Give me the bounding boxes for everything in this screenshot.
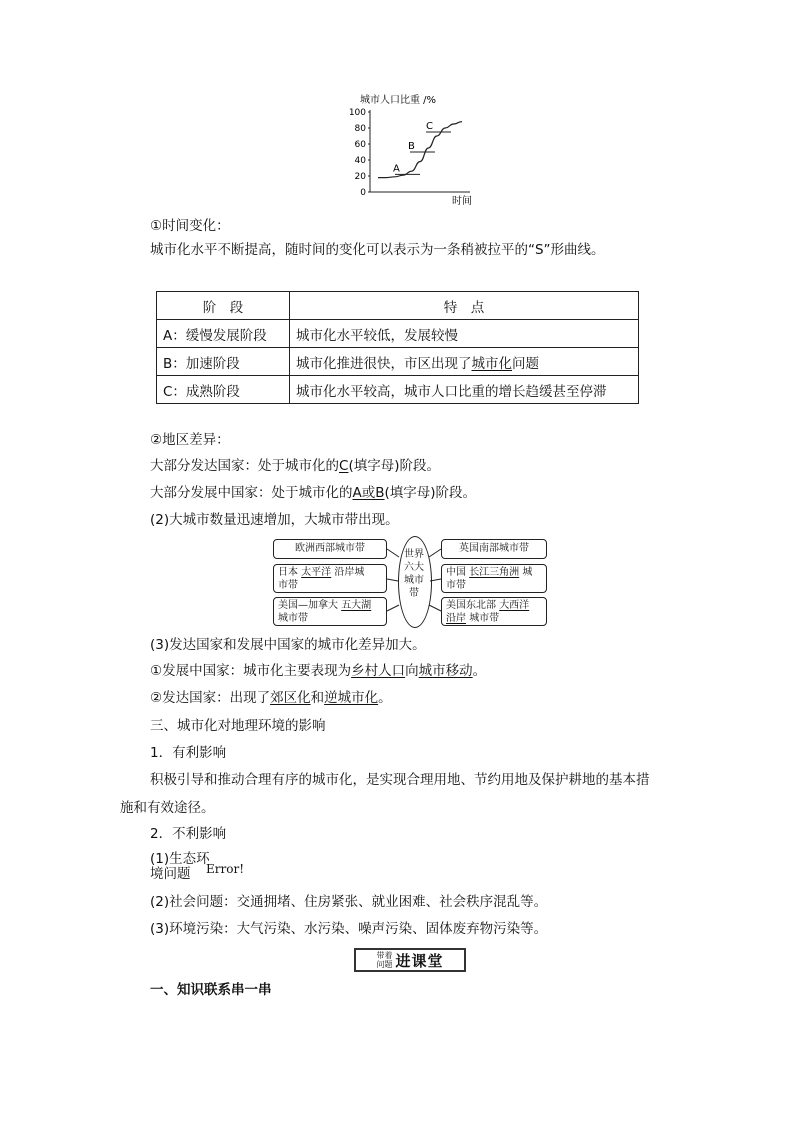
diagram-box-left-3: 美国—加拿大 五大湖 城市带 (273, 597, 387, 626)
table-text: 城市化推进很快，市区出现了 (296, 355, 472, 372)
table-cell: C：成熟阶段 (157, 376, 290, 404)
stage-label-a: A (393, 163, 400, 175)
table-cell (290, 348, 639, 376)
diagram-box-right-3: 美国东北部 大西洋 沿岸 城市带 (441, 597, 547, 626)
table-header-row (157, 292, 639, 320)
s-curve-desc: 城市化水平不断提高，随时间的变化可以表示为一条稍被拉平的“S”形曲线。 (150, 242, 605, 258)
table-cell: B：加速阶段 (157, 348, 290, 376)
chart-ylabel: 城市人口比重 /% (360, 95, 437, 106)
diagram-box-right-1: 英国南部城市带 (441, 539, 547, 559)
section-three-heading: 三、城市化对地理环境的影响 (150, 718, 326, 734)
answer-ab: A或B (352, 485, 385, 501)
error-text: Error! (206, 862, 245, 876)
favorable-text: 积极引导和推动合理有序的城市化，是实现合理用地、节约用地及保护耕地的基本措 (150, 772, 650, 788)
table-cell: A：缓慢发展阶段 (157, 320, 290, 348)
y-tick-label: 60 (354, 140, 366, 150)
gap-line: (3)发达国家和发展中国家的城市化差异加大。 (150, 637, 426, 653)
table-cell: 城市化水平较低，发展较慢 (290, 320, 639, 348)
y-tick-label: 0 (360, 188, 366, 198)
diagram-box-right-2: 中国 长江三角洲 城 市带 (441, 564, 547, 593)
unfavorable-heading: 2．不利影响 (150, 826, 227, 842)
table-row (157, 320, 639, 348)
chart-xlabel: 时间 (452, 196, 472, 207)
favorable-heading: 1．有利影响 (150, 745, 227, 761)
banner-small: 带着 问题 (376, 951, 393, 969)
y-tick-label: 100 (348, 108, 366, 118)
table-header-stage: 阶 段 (157, 292, 290, 320)
banner-title: 进课堂 (395, 951, 444, 970)
social-problem: (2)社会问题：交通拥堵、住房紧张、就业困难、社会秩序混乱等。 (150, 894, 548, 910)
region-diff-heading: ②地区差异： (150, 432, 230, 448)
diagram-box-left-2: 日本 太平洋 沿岸城 市带 (273, 564, 387, 593)
big-city-line: (2)大城市数量迅速增加，大城市带出现。 (150, 512, 399, 528)
answer-c: C (339, 458, 349, 474)
developing-line: 大部分发展中国家：处于城市化的A或B(填字母)阶段。 (150, 485, 477, 501)
time-change-heading: ①时间变化： (150, 218, 230, 234)
diagram-box-left-1: 欧洲西部城市带 (273, 539, 387, 559)
section-banner (354, 948, 466, 972)
y-tick-label: 40 (354, 156, 366, 166)
table-answer: 城市化 (471, 355, 512, 372)
stage-label-b: B (408, 141, 415, 152)
diagram-center-label: 世界 六大 城市 带 (404, 549, 424, 599)
table-cell: 城市化水平较高，城市人口比重的增长趋缓甚至停滞 (290, 376, 639, 404)
env-pollution: (3)环境污染：大气污染、水污染、噪声污染、固体废弃物污染等。 (150, 921, 548, 937)
table-header-feature: 特 点 (290, 292, 639, 320)
table-row (157, 376, 639, 404)
y-tick-label: 20 (354, 172, 366, 182)
stage-table (156, 291, 639, 404)
y-tick-label: 80 (354, 124, 366, 134)
table-row (157, 348, 639, 376)
stage-label-c: C (426, 121, 433, 132)
favorable-text-cont: 施和有效途径。 (120, 800, 215, 816)
diagram-connectors (385, 535, 445, 630)
knowledge-heading: 一、知识联系串一串 (150, 982, 272, 998)
eco-problem: (1)生态环 境问题 (150, 851, 210, 882)
s-curve (378, 122, 462, 178)
developed-urban-line: ②发达国家：出现了郊区化和逆城市化。 (150, 690, 392, 706)
urbanization-s-curve-chart (340, 92, 480, 207)
developing-urban-line: ①发展中国家：城市化主要表现为乡村人口向城市移动。 (150, 663, 487, 679)
developed-line: 大部分发达国家：处于城市化的C(填字母)阶段。 (150, 458, 440, 474)
table-text: 问题 (512, 355, 539, 372)
